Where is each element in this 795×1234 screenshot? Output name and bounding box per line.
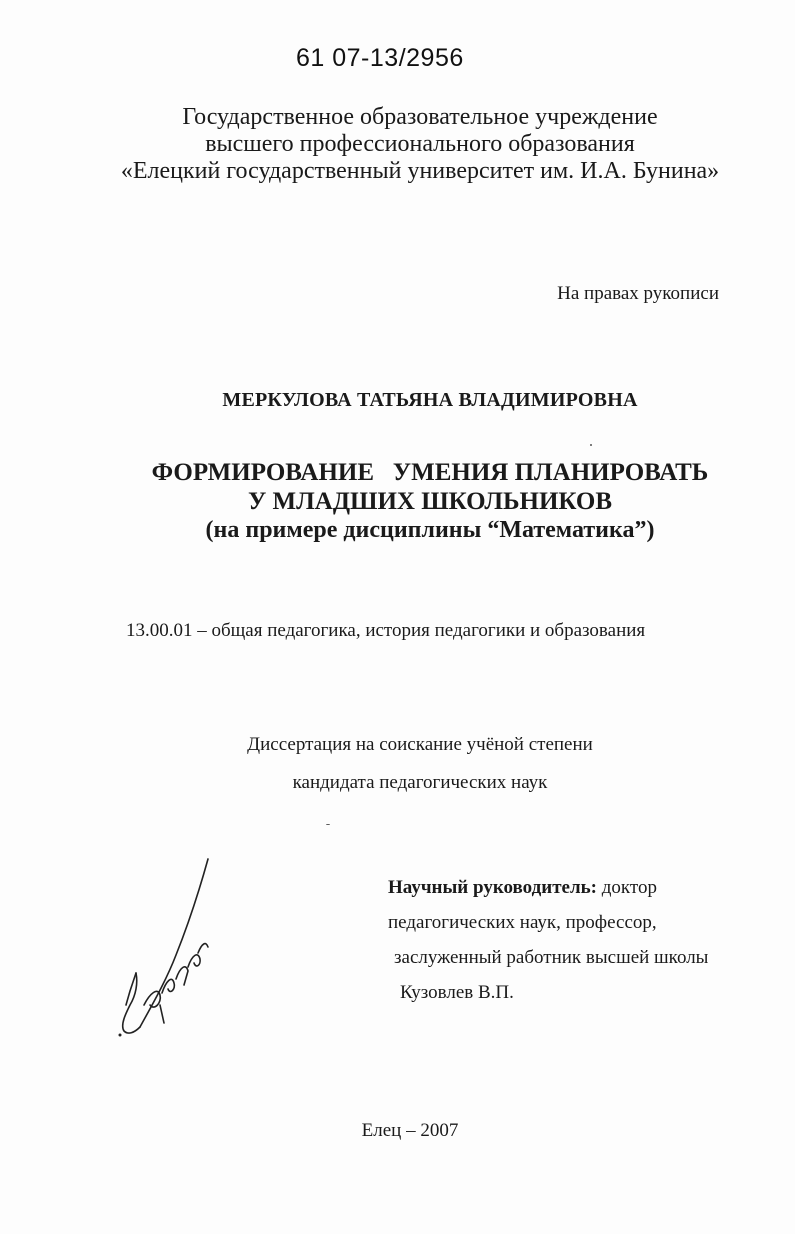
institution-line: Государственное образовательное учреждение	[182, 104, 658, 130]
handwritten-signature	[100, 855, 240, 1045]
supervisor-role: Научный руководитель:	[388, 877, 597, 898]
institution-line: «Елецкий государственный университет им. И.А. Бунина»	[120, 158, 720, 184]
registry-number: 61 07-13/2956	[296, 44, 464, 72]
city-year: Елец – 2007	[361, 1120, 459, 1141]
supervisor-line	[388, 870, 708, 905]
title-line: У МЛАДШИХ ШКОЛЬНИКОВ	[247, 488, 613, 515]
supervisor-name: Кузовлев В.П.	[400, 982, 514, 1003]
institution-block	[60, 104, 780, 185]
supervisor-block	[388, 870, 708, 1010]
institution-line: высшего профессионального образования	[205, 131, 635, 157]
scan-speck	[326, 824, 330, 825]
rights-note: На правах рукописи	[557, 283, 719, 304]
specialty-code: 13.00.01 – общая педагогика, история педагогики и образования	[126, 620, 646, 641]
scan-speck	[590, 444, 592, 446]
title-subtitle: (на примере дисциплины “Математика”)	[205, 517, 655, 543]
supervisor-degree: доктор	[597, 877, 657, 898]
dissertation-title	[60, 458, 795, 545]
degree-line: кандидата педагогических наук	[292, 772, 548, 793]
degree-block	[40, 726, 795, 802]
degree-line: Диссертация на соискание учёной степени	[247, 734, 593, 755]
supervisor-line: педагогических наук, профессор,	[388, 912, 657, 933]
supervisor-line: заслуженный работник высшей школы	[394, 947, 709, 968]
title-line: ФОРМИРОВАНИЕ УМЕНИЯ ПЛАНИРОВАТЬ	[151, 459, 709, 486]
author-name: МЕРКУЛОВА ТАТЬЯНА ВЛАДИМИРОВНА	[222, 389, 638, 411]
